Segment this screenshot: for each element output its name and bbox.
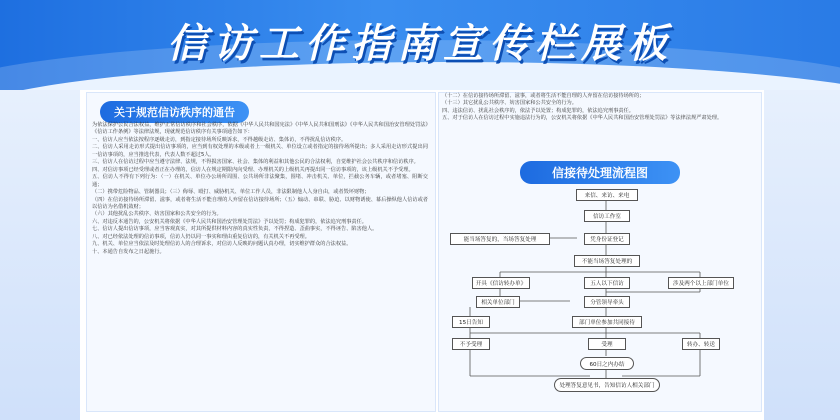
notice-paragraph: 九、机关、单位应当依法及时处理信访人的合理诉求，对信访人反映的问题认真办理，切实维护群众的合法权益。 (92, 241, 352, 248)
flow-node-immediate-reply: 能当场答复的，当场答复处理 (450, 233, 550, 245)
flow-node-accept: 受理 (588, 338, 626, 350)
flow-node-register: 凭身份证登记 (584, 233, 630, 245)
notice-paragraph: 十、本通告自发布之日起施行。 (92, 248, 165, 255)
notice-paragraph: 七、信访人提出信访事项，应当客观真实，对其所提供材料内容的真实性负责，不得捏造、歪曲事实，不得诬告、陷害他人。 (92, 226, 378, 233)
flow-node-complete-60: 60日之内办结 (580, 357, 634, 370)
flow-title: 信接待处理流程图 (520, 161, 680, 184)
flow-node-notify-15: 15日告知 (452, 316, 490, 328)
flow-node-forward: 转办、转送 (682, 338, 720, 350)
flow-node-final-reply: 处理答复意见书，告知信访人相关部门 (554, 378, 660, 392)
notice-paragraph: 六、对违反本通告的，公安机关将依据《中华人民共和国治安管理处罚法》予以处罚；构成犯罪的，依法追究刑事责任。 (92, 218, 367, 225)
notice-paragraph: （四）在信访接待场所滞留、滋事，或者将生活不能自理的人弃留在信访接待场所；（五）煽动、串联、胁迫、以财物诱使、幕后操纵他人信访或者以信访为名借机敛财； (92, 196, 428, 210)
notice-paragraph: 三、信访人在信访过程中应当遵守法律、法规，不得损害国家、社会、集体的利益和其他公民的合法权利，自觉维护社会公共秩序和信访秩序。 (92, 159, 419, 166)
flow-node-pending: 不能当场答复处理的 (574, 255, 640, 267)
notice-paragraph: 四、对信访事项已经受理或者正在办理的，信访人在规定期限内向受理、办理机关的上级机关再提出同一信访事项的，该上级机关不予受理。 (92, 166, 414, 173)
notice-paragraph: 五、对于信访人在信访过程中实施违法行为的，公安机关将依据《中华人民共和国治安管理处罚法》等法律法规严肃处理。 (442, 115, 723, 122)
flow-node-transfer-slip: 开具《信访转办单》 (472, 277, 530, 289)
flow-node-office: 信访工作室 (584, 210, 630, 222)
flow-node-leader: 分管领导牵头 (584, 296, 630, 308)
notice-paragraph: 五、信访人不得有下列行为：（一）在机关、单位办公场所周围、公共场所非法聚集，围堵、冲击机关、单位，拦截公务车辆，或者堵塞、阻断交通； (92, 174, 428, 188)
flow-node-dept: 相关单位部门 (476, 296, 520, 308)
notice-paragraph: （二）携带危险物品、管制器具；（三）侮辱、殴打、威胁机关、单位工作人员，非法限制他人人身自由，或者毁坏财物； (92, 189, 370, 196)
flow-node-multi-dept: 涉及两个以上部门单位 (668, 277, 734, 289)
flow-node-small-group: 五人以下信访 (584, 277, 630, 289)
notice-paragraph: （六）其他扰乱公共秩序、妨害国家和公共安全的行为。 (92, 211, 222, 218)
notice-paragraph: 一、信访人应当依法按程序逐级走访，到指定接待场所反映诉求，不得越级走访、集体访，不得扰乱信访秩序。 (92, 136, 347, 143)
notice-title: 关于规范信访秩序的通告 (100, 101, 249, 123)
flow-node-reject: 不予受理 (452, 338, 490, 350)
notice-paragraph: 四、违法信访、扰乱社会秩序的，依法予以处置；构成犯罪的，依法追究刑事责任。 (442, 107, 634, 114)
flow-node-joint-reception: 部门单位参加共同接待 (572, 316, 642, 328)
notice-paragraph: 二、信访人采用走访形式提出信访事项的，应当到有权处理的本级或者上一级机关、单位设立或者指定的接待场所提出；多人采用走访形式提出同一信访事项的，应当推选代表，代表人数不超过5人。 (92, 144, 428, 158)
notice-paragraph: （十二）在信访接待场所滞留、滋事，或者将生活不能自理的人弃留在信访接待场所的； (442, 93, 645, 99)
page-title: 信访工作指南宣传栏展板 (167, 21, 673, 67)
notice-paragraph: 为依法保护公民合法权益，维护正常信访秩序和社会秩序，依据《中华人民共和国宪法》《中华人民共和国刑法》《中华人民共和国治安管理处罚法》《信访工作条例》等法律法规，现就规范信访秩序有关事项通告如下： (92, 122, 428, 136)
flow-node-intake: 来信、来访、来电 (576, 189, 638, 201)
notice-paragraph: （十三）其它扰乱公共秩序、妨害国家和公共安全的行为。 (442, 100, 577, 107)
notice-paragraph: 八、对已经依法处理的信访事项，信访人仍以同一事实和理由重复信访的，有关机关不再受理。 (92, 233, 310, 240)
